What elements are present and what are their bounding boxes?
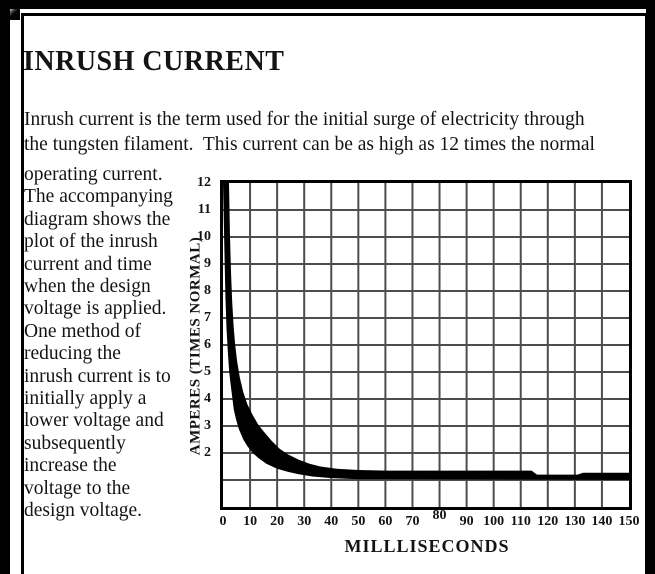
y-tick-label: 11: [197, 202, 211, 217]
body-line: One method of: [24, 320, 141, 342]
x-tick-label: 150: [618, 514, 640, 529]
x-tick-label: 140: [591, 514, 613, 529]
x-tick-label: 20: [270, 514, 285, 529]
intro-paragraph: [24, 108, 649, 157]
body-line: subsequently: [24, 432, 126, 454]
intro-line: Inrush current is the term used for the initial surge of electricity through: [24, 109, 585, 130]
y-tick-label: 3: [204, 418, 211, 433]
body-line: voltage is applied.: [24, 298, 167, 320]
body-line: when the design: [24, 276, 151, 298]
x-tick-label: 10: [243, 514, 258, 529]
body-line: lower voltage and: [24, 410, 164, 432]
x-tick-label: 30: [297, 514, 312, 529]
x-tick-label: 60: [378, 514, 393, 529]
y-tick-label: 2: [204, 445, 211, 460]
y-tick-label: 12: [197, 175, 211, 190]
inrush-chart: [220, 180, 632, 510]
y-tick-label: 5: [204, 364, 211, 379]
body-line: The accompanying: [24, 186, 173, 208]
intro-line: the tungsten filament. This current can be as high as 12 times the normal: [24, 133, 595, 155]
page-border-top: [0, 0, 655, 9]
y-tick-label: 7: [204, 310, 211, 325]
page-title: INRUSH CURRENT: [23, 46, 285, 77]
y-tick-label: 6: [204, 337, 211, 352]
inrush-current-band: [223, 183, 629, 480]
x-axis-title: MILLLISECONDS: [344, 536, 510, 556]
x-tick-label: 100: [483, 514, 505, 529]
body-line: plot of the inrush: [24, 231, 158, 253]
x-tick-label: 50: [351, 514, 366, 529]
body-line: increase the: [24, 455, 117, 477]
y-tick-label: 4: [204, 391, 211, 406]
x-tick-label: 120: [537, 514, 559, 529]
body-line: reducing the: [24, 343, 121, 365]
body-line: diagram shows the: [24, 208, 171, 230]
body-line: current and time: [24, 253, 152, 275]
x-tick-label: 0: [219, 514, 227, 529]
x-tick-label: 110: [510, 514, 531, 529]
chart-plot-svg: [223, 183, 629, 507]
x-axis-tick-labels: [219, 508, 640, 534]
page-border-left: [0, 0, 10, 574]
body-line: initially apply a: [24, 388, 147, 410]
body-line: inrush current is to: [24, 365, 171, 387]
y-tick-label: 9: [204, 256, 211, 271]
x-tick-label: 70: [405, 514, 420, 529]
body-line: design voltage.: [24, 500, 143, 522]
x-tick-label: 90: [459, 514, 474, 529]
y-tick-label: 10: [197, 229, 211, 244]
x-tick-label: 80: [432, 508, 447, 523]
x-tick-label: 40: [324, 514, 339, 529]
y-axis-title: AMPERES (TIMES NORMAL): [187, 236, 204, 456]
body-line: voltage to the: [24, 477, 131, 499]
y-tick-label: 8: [204, 283, 211, 298]
x-tick-label: 130: [564, 514, 586, 529]
body-line: operating current.: [24, 164, 163, 185]
